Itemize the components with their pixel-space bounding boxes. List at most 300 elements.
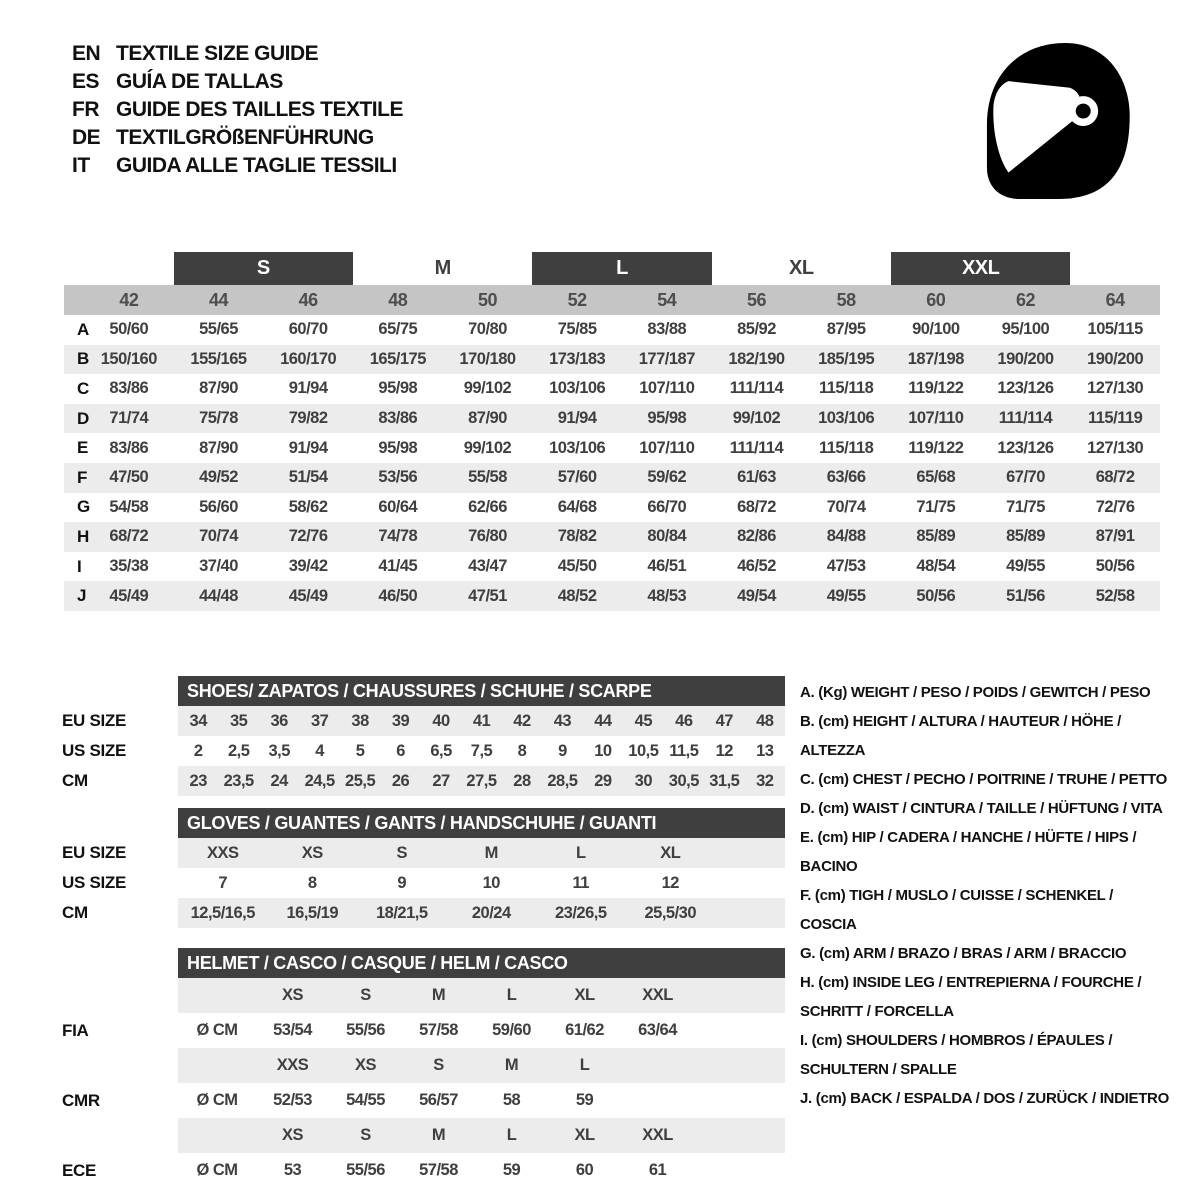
- row-label: CM: [62, 903, 88, 922]
- size-value: 71/75: [916, 497, 956, 516]
- size-value: 7,5: [470, 741, 493, 760]
- size-value: 85/89: [1006, 527, 1045, 546]
- helmet-size: S: [360, 986, 371, 1004]
- language-code: EN: [72, 42, 101, 65]
- size-value: 35/38: [109, 557, 149, 576]
- size-value: 75/85: [557, 320, 597, 339]
- size-value: 30,5: [668, 771, 699, 790]
- size-value: 127/130: [1087, 379, 1144, 398]
- size-value: 99/102: [463, 438, 512, 457]
- numeric-size-50: 50: [477, 289, 497, 310]
- row-cm: [62, 898, 785, 928]
- size-value: 50/56: [916, 586, 956, 605]
- size-value: 78/82: [557, 527, 597, 546]
- measurement-legend: [800, 678, 1172, 1113]
- row-eu-size: [62, 706, 785, 736]
- size-row-C: [64, 374, 1160, 404]
- row-values: [178, 736, 785, 766]
- size-row-I: [64, 552, 1160, 582]
- size-value: 74/78: [378, 527, 418, 546]
- size-value: 57/60: [557, 468, 597, 487]
- helmet-size: XS: [354, 1056, 376, 1074]
- size-value: 25,5/30: [644, 903, 697, 922]
- legend-item-h: H. (cm) INSIDE LEG / ENTREPIERNA / FOURCHE / SCHRITT / FORCELLA: [800, 974, 1142, 1020]
- standard-label-ece: ECE: [62, 1160, 97, 1180]
- size-value: 52/58: [1095, 586, 1135, 605]
- size-value: 9: [558, 741, 567, 760]
- size-value: 46/51: [647, 557, 687, 576]
- helmet-size: L: [506, 1126, 517, 1144]
- size-value: 190/200: [997, 349, 1054, 368]
- helmet-size: L: [579, 1056, 590, 1074]
- size-value: 48/52: [557, 586, 597, 605]
- language-label: GUÍA DE TALLAS: [116, 70, 283, 93]
- size-value: 59/62: [647, 468, 687, 487]
- size-value: 49/55: [1006, 557, 1045, 576]
- size-value: 26: [391, 771, 410, 790]
- helmet-value: 59/60: [492, 1021, 531, 1039]
- language-code: ES: [72, 70, 100, 93]
- ece-sizes-row: [62, 1118, 785, 1153]
- size-value: 68/72: [109, 527, 149, 546]
- size-value: 83/86: [378, 409, 418, 428]
- size-value: 24: [270, 771, 288, 790]
- size-value: 46/50: [378, 586, 418, 605]
- size-value: 20/24: [471, 903, 511, 922]
- row-values: [178, 766, 785, 796]
- helmet-value: 63/64: [638, 1021, 677, 1039]
- size-value: 60/70: [288, 320, 328, 339]
- size-value: 2: [193, 741, 203, 760]
- size-value: 56/60: [199, 497, 238, 516]
- row-values: [178, 1083, 785, 1118]
- size-value: 44/48: [199, 586, 238, 605]
- size-value: 103/106: [818, 409, 875, 428]
- size-value: 47/53: [826, 557, 866, 576]
- size-value: 79/82: [288, 409, 328, 428]
- size-value: 38: [351, 711, 369, 730]
- shoes-table-body: [62, 706, 785, 796]
- helmet-value: 53/54: [273, 1021, 312, 1039]
- size-value: 29: [594, 771, 612, 790]
- size-value: 91/94: [557, 409, 597, 428]
- size-value: 64/68: [557, 497, 597, 516]
- size-value: 61/63: [737, 468, 776, 487]
- size-value: 46: [675, 711, 693, 730]
- size-value: S: [396, 843, 407, 862]
- fia-sizes-row: [62, 978, 785, 1013]
- row-cm: [62, 766, 785, 796]
- helmet-value: 59: [502, 1161, 521, 1179]
- size-value: 53/56: [378, 468, 418, 487]
- size-value: 123/126: [997, 438, 1054, 457]
- row-eu-size: [62, 838, 785, 868]
- diameter-unit: Ø CM: [196, 1021, 238, 1039]
- row-label-H: H: [77, 526, 90, 546]
- size-value: 111/114: [998, 409, 1053, 428]
- racing-helmet-icon: [972, 38, 1138, 204]
- helmet-table: [62, 948, 785, 1188]
- size-value: 12,5/16,5: [190, 903, 255, 922]
- size-value: 127/130: [1087, 438, 1144, 457]
- size-value: 72/76: [288, 527, 328, 546]
- size-value: 87/95: [826, 320, 866, 339]
- size-value: 3,5: [268, 741, 290, 760]
- helmet-size: XXL: [642, 986, 673, 1004]
- size-value: 45/50: [557, 557, 597, 576]
- size-value: 42: [513, 711, 531, 730]
- row-values: [178, 706, 785, 736]
- size-value: 91/94: [288, 379, 328, 398]
- size-value: 190/200: [1087, 349, 1144, 368]
- language-row-es: [72, 68, 403, 96]
- helmet-value: 52/53: [273, 1091, 312, 1109]
- language-row-it: [72, 152, 403, 180]
- size-value: L: [575, 843, 586, 862]
- size-value: 32: [756, 771, 774, 790]
- size-value: 8: [517, 741, 527, 760]
- helmet-table-title: HELMET / CASCO / CASQUE / HELM / CASCO: [178, 948, 785, 978]
- size-row-H: [64, 522, 1160, 552]
- size-value: 47/50: [109, 468, 149, 487]
- size-row-E: [64, 433, 1160, 463]
- size-value: 46/52: [737, 557, 776, 576]
- size-value: 12: [715, 741, 733, 760]
- size-value: 87/90: [199, 438, 238, 457]
- helmet-size: XXS: [276, 1056, 309, 1074]
- size-value: 103/106: [549, 379, 606, 398]
- size-value: 7: [218, 873, 228, 892]
- legend-item-c: C. (cm) CHEST / PECHO / POITRINE / TRUHE / PETTO: [800, 771, 1168, 788]
- fia-values-row: [62, 1013, 785, 1048]
- diameter-unit: Ø CM: [196, 1091, 238, 1109]
- size-value: 71/75: [1006, 497, 1045, 516]
- language-code: IT: [72, 154, 90, 177]
- size-value: XXS: [206, 843, 239, 862]
- helmet-size: XXL: [642, 1126, 673, 1144]
- size-value: 49/54: [737, 586, 776, 605]
- numeric-size-52: 52: [567, 289, 587, 310]
- size-value: 99/102: [463, 379, 512, 398]
- size-value: 91/94: [288, 438, 328, 457]
- size-value: 182/190: [728, 349, 785, 368]
- size-value: 115/118: [818, 438, 874, 457]
- size-value: 160/170: [280, 349, 337, 368]
- row-label: EU SIZE: [62, 843, 127, 862]
- size-value: 70/74: [199, 527, 238, 546]
- numeric-size-row: [64, 285, 1160, 315]
- helmet-value: 58: [502, 1091, 521, 1109]
- legend-item-a: A. (Kg) WEIGHT / PESO / POIDS / GEWITCH / PESO: [800, 684, 1151, 701]
- size-group-m: M: [434, 257, 451, 279]
- shoes-table-title: SHOES/ ZAPATOS / CHAUSSURES / SCHUHE / SCARPE: [178, 676, 785, 706]
- helmet-size: XS: [281, 1126, 303, 1144]
- size-value: 83/86: [109, 438, 149, 457]
- size-value: 39/42: [288, 557, 328, 576]
- size-value: 150/160: [100, 349, 157, 368]
- size-value: 34: [189, 711, 207, 730]
- size-row-J: [64, 581, 1160, 611]
- size-value: 18/21,5: [375, 903, 428, 922]
- size-value: 105/115: [1087, 320, 1143, 339]
- size-value: 67/70: [1006, 468, 1045, 487]
- cmr-sizes-row: [62, 1048, 785, 1083]
- size-value: 12: [661, 873, 679, 892]
- numeric-size-58: 58: [836, 289, 856, 310]
- size-value: 23/26,5: [554, 903, 607, 922]
- helmet-value: 57/58: [419, 1161, 458, 1179]
- size-value: 37: [310, 711, 329, 730]
- size-value: 111/114: [729, 379, 784, 398]
- size-value: 44: [594, 711, 612, 730]
- size-value: 6,5: [430, 741, 452, 760]
- size-value: 39: [391, 711, 410, 730]
- size-value: 71/74: [109, 409, 149, 428]
- helmet-size: M: [431, 1126, 446, 1144]
- size-value: 76/80: [468, 527, 507, 546]
- main-size-table: [64, 252, 1160, 611]
- size-value: 40: [432, 711, 450, 730]
- helmet-size: XS: [281, 986, 303, 1004]
- language-code: FR: [72, 98, 99, 121]
- row-values: [178, 1153, 785, 1188]
- size-value: 119/122: [908, 379, 964, 398]
- ece-values-row: [62, 1153, 785, 1188]
- size-value: 27: [432, 771, 450, 790]
- size-value: 47: [715, 711, 733, 730]
- size-value: 23: [189, 771, 207, 790]
- helmet-value: 55/56: [346, 1161, 385, 1179]
- size-value: XS: [301, 843, 323, 862]
- numeric-size-46: 46: [298, 289, 318, 310]
- size-value: 48/54: [916, 557, 956, 576]
- language-block: [72, 40, 403, 180]
- size-value: 68/72: [1095, 468, 1135, 487]
- row-values: [178, 838, 785, 868]
- helmet-value: 53: [283, 1161, 302, 1179]
- helmet-size: XL: [574, 1126, 595, 1144]
- size-value: 6: [396, 741, 405, 760]
- row-label-C: C: [77, 378, 90, 398]
- row-label-E: E: [77, 438, 89, 458]
- shoes-table: [62, 676, 785, 796]
- size-value: 115/119: [1087, 409, 1143, 428]
- size-value: 10: [482, 873, 500, 892]
- size-value: 185/195: [818, 349, 875, 368]
- helmet-value: 61/62: [565, 1021, 604, 1039]
- size-value: 95/100: [1001, 320, 1050, 339]
- size-value: 90/100: [912, 320, 960, 339]
- size-value: 63/66: [826, 468, 866, 487]
- size-value: 95/98: [378, 438, 418, 457]
- legend-item-i: I. (cm) SHOULDERS / HOMBROS / ÉPAULES / SCHULTERN / SPALLE: [800, 1032, 1113, 1078]
- size-value: 51/56: [1006, 586, 1045, 605]
- size-value: 165/175: [369, 349, 426, 368]
- size-value: 28: [513, 771, 531, 790]
- standard-label-fia: FIA: [62, 1020, 89, 1040]
- size-group-xl: XL: [789, 257, 814, 279]
- legend-item-j: J. (cm) BACK / ESPALDA / DOS / ZURÜCK / INDIETRO: [800, 1090, 1169, 1107]
- helmet-size: M: [504, 1056, 519, 1074]
- size-value: 35: [230, 711, 248, 730]
- size-value: 111/114: [729, 438, 784, 457]
- language-label: GUIDE DES TAILLES TEXTILE: [116, 98, 403, 121]
- size-value: 107/110: [639, 438, 695, 457]
- row-label-G: G: [77, 497, 91, 517]
- size-value: XL: [660, 843, 681, 862]
- language-label: TEXTILE SIZE GUIDE: [116, 42, 319, 65]
- size-value: 48/53: [647, 586, 687, 605]
- size-value: 70/80: [468, 320, 507, 339]
- size-value: 51/54: [288, 468, 328, 487]
- size-value: 187/198: [907, 349, 964, 368]
- size-value: 60/64: [378, 497, 418, 516]
- size-value: 70/74: [826, 497, 866, 516]
- size-value: 11: [572, 873, 589, 892]
- numeric-size-62: 62: [1015, 289, 1035, 310]
- size-value: 43: [553, 711, 572, 730]
- size-value: 85/92: [737, 320, 776, 339]
- size-value: 49/55: [826, 586, 866, 605]
- numeric-size-42: 42: [119, 289, 139, 310]
- row-label-B: B: [77, 349, 90, 369]
- helmet-size: S: [360, 1126, 371, 1144]
- row-label-F: F: [77, 467, 88, 487]
- size-value: 173/183: [549, 349, 606, 368]
- size-value: 72/76: [1095, 497, 1135, 516]
- row-label-J: J: [77, 586, 87, 606]
- gloves-table: [62, 808, 785, 928]
- size-value: 45/49: [109, 586, 149, 605]
- cmr-values-row: [62, 1083, 785, 1118]
- size-value: 58/62: [288, 497, 328, 516]
- size-value: 65/75: [378, 320, 418, 339]
- helmet-value: 61: [648, 1161, 667, 1179]
- size-row-B: [64, 345, 1160, 375]
- helmet-value: 56/57: [419, 1091, 458, 1109]
- size-value: 170/180: [459, 349, 516, 368]
- size-value: 66/70: [647, 497, 687, 516]
- row-us-size: [62, 736, 785, 766]
- size-value: 23,5: [223, 771, 254, 790]
- size-value: 10,5: [628, 741, 659, 760]
- size-value: 80/84: [647, 527, 687, 546]
- size-value: 115/118: [818, 379, 874, 398]
- row-label-D: D: [77, 408, 90, 428]
- size-value: 55/58: [468, 468, 507, 487]
- size-value: 25,5: [345, 771, 376, 790]
- helmet-size: XL: [574, 986, 595, 1004]
- helmet-size: M: [431, 986, 446, 1004]
- size-value: 65/68: [916, 468, 956, 487]
- legend-item-d: D. (cm) WAIST / CINTURA / TAILLE / HÜFTUNG / VITA: [800, 800, 1163, 817]
- size-value: 10: [594, 741, 612, 760]
- size-value: 2,5: [227, 741, 250, 760]
- numeric-size-54: 54: [657, 289, 677, 310]
- size-group-xxl: XXL: [891, 252, 1070, 285]
- size-row-D: [64, 404, 1160, 434]
- size-value: 48: [756, 711, 774, 730]
- size-group-s: S: [174, 252, 353, 285]
- size-value: 30: [634, 771, 653, 790]
- size-value: 50/56: [1095, 557, 1135, 576]
- size-value: 95/98: [378, 379, 418, 398]
- size-value: 37/40: [199, 557, 238, 576]
- size-value: 16,5/19: [286, 903, 339, 922]
- size-value: 103/106: [549, 438, 606, 457]
- size-value: 87/90: [468, 409, 507, 428]
- helmet-value: 60: [575, 1161, 594, 1179]
- row-label: US SIZE: [62, 873, 127, 892]
- row-values: [178, 898, 785, 928]
- size-row-F: [64, 463, 1160, 493]
- helmet-value: 54/55: [346, 1091, 385, 1109]
- row-label: [62, 1048, 178, 1083]
- legend-item-b: B. (cm) HEIGHT / ALTURA / HAUTEUR / HÖHE / ALTEZZA: [800, 713, 1122, 759]
- row-values: [178, 1048, 785, 1083]
- size-value: 4: [315, 741, 324, 760]
- size-row-A: [64, 315, 1160, 345]
- size-value: 87/91: [1095, 527, 1135, 546]
- size-value: 155/165: [190, 349, 247, 368]
- language-code: DE: [72, 126, 101, 149]
- legend-item-g: G. (cm) ARM / BRAZO / BRAS / ARM / BRACCIO: [800, 945, 1127, 962]
- legend-item-f: F. (cm) TIGH / MUSLO / CUISSE / SCHENKEL / COSCIA: [800, 887, 1113, 933]
- numeric-size-48: 48: [388, 289, 408, 310]
- row-values: [178, 1118, 785, 1153]
- size-value: 55/65: [199, 320, 238, 339]
- size-value: 41: [472, 711, 491, 730]
- size-value: 87/90: [199, 379, 238, 398]
- size-value: 47/51: [468, 586, 507, 605]
- row-values: [178, 1013, 785, 1048]
- language-label: TEXTILGRÖßENFÜHRUNG: [116, 126, 374, 149]
- size-value: 99/102: [732, 409, 781, 428]
- standard-label-cmr: CMR: [62, 1090, 100, 1110]
- size-value: 62/66: [468, 497, 507, 516]
- size-value: 75/78: [199, 409, 238, 428]
- numeric-size-56: 56: [746, 289, 766, 310]
- language-row-de: [72, 124, 403, 152]
- row-label-I: I: [77, 556, 82, 576]
- row-label: [62, 1118, 178, 1153]
- size-row-G: [64, 493, 1160, 523]
- size-value: 107/110: [639, 379, 695, 398]
- size-value: 177/187: [638, 349, 695, 368]
- size-value: 45: [634, 711, 653, 730]
- size-value: 45/49: [288, 586, 328, 605]
- size-value: 85/89: [916, 527, 956, 546]
- language-row-en: [72, 40, 403, 68]
- row-label: EU SIZE: [62, 711, 127, 730]
- size-value: 49/52: [199, 468, 238, 487]
- size-value: 28,5: [547, 771, 578, 790]
- size-value: 24,5: [304, 771, 335, 790]
- size-value: 119/122: [908, 438, 964, 457]
- helmet-table-body: [62, 978, 785, 1188]
- size-value: 11,5: [669, 741, 699, 760]
- size-value: 27,5: [466, 771, 497, 790]
- main-table-body: [64, 315, 1160, 611]
- language-row-fr: [72, 96, 403, 124]
- size-value: 50/60: [109, 320, 149, 339]
- size-value: 43/47: [468, 557, 507, 576]
- size-value: 31,5: [709, 771, 740, 790]
- legend-item-e: E. (cm) HIP / CADERA / HANCHE / HÜFTE / HIPS / BACINO: [800, 829, 1137, 875]
- size-value: 123/126: [997, 379, 1054, 398]
- size-value: 83/88: [647, 320, 687, 339]
- size-value: 8: [307, 873, 317, 892]
